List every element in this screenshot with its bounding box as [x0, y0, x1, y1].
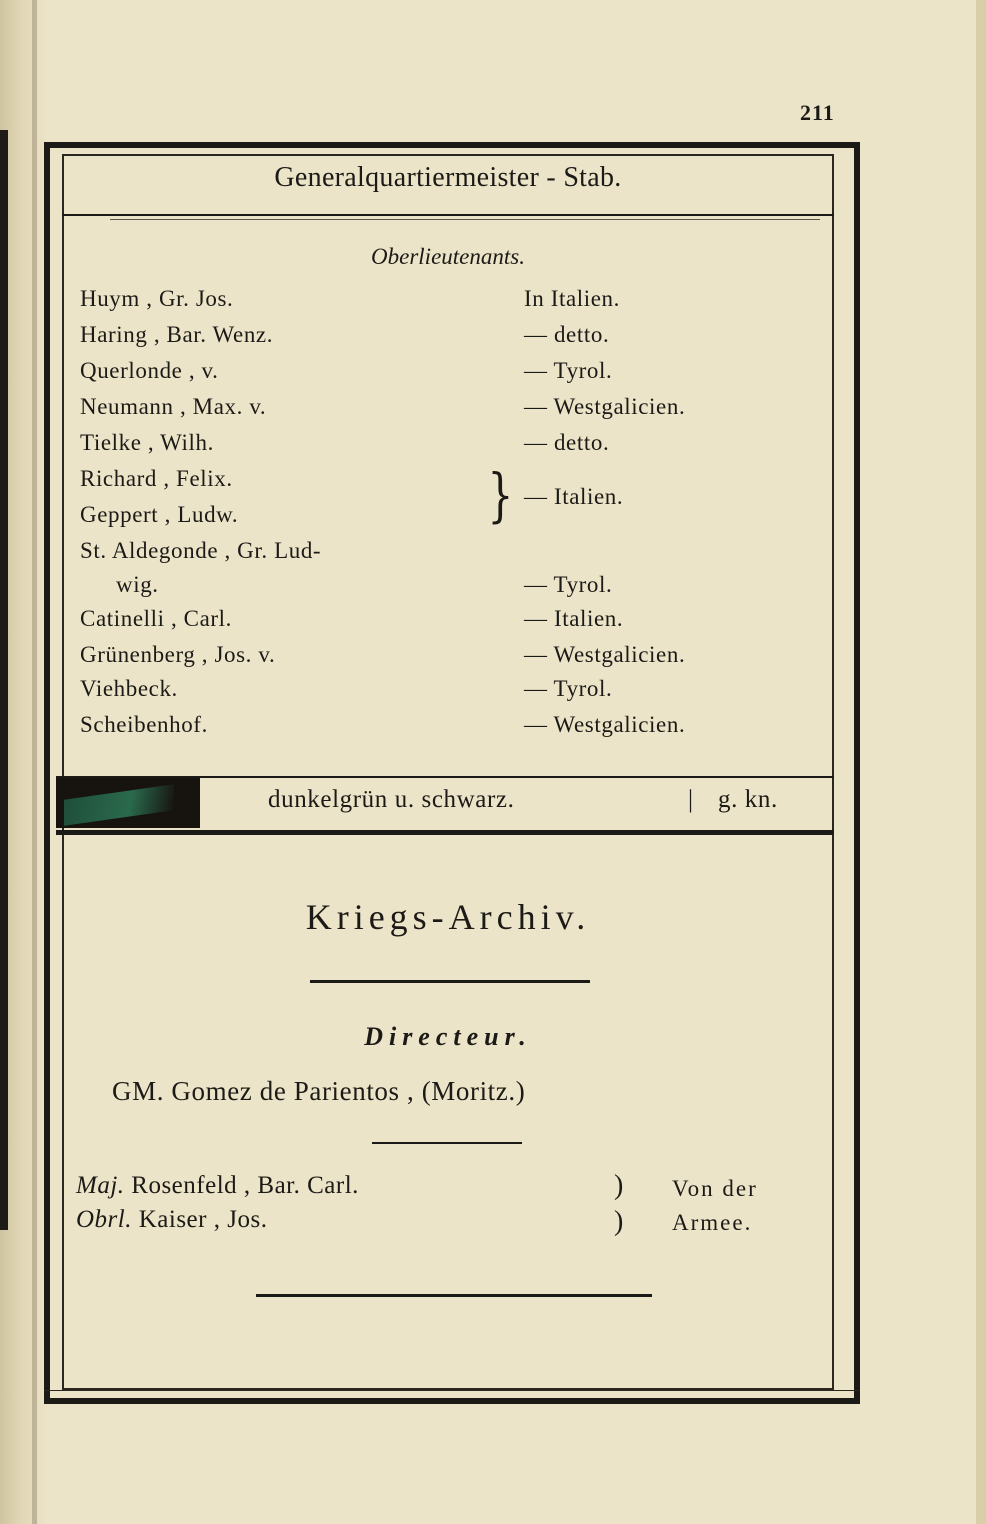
staff-entry — [76, 1206, 267, 1234]
uniform-separator: | — [688, 786, 694, 813]
rank-heading: Oberlieutenants. — [371, 244, 525, 269]
archive-title: Kriegs-Archiv. — [305, 897, 591, 937]
staff-rank: Obrl. — [76, 1206, 132, 1233]
entry-name: Neumann , Max. v. — [80, 394, 267, 419]
entry-place: — detto. — [524, 430, 610, 455]
entry-place: — Tyrol. — [524, 572, 613, 597]
archive-title-rule — [310, 980, 590, 983]
frame-bottom-rule — [44, 1390, 860, 1391]
entry-name: Viehbeck. — [80, 676, 178, 701]
entry-name: St. Aldegonde , Gr. Lud- — [80, 538, 322, 563]
director-heading: Directeur. — [364, 1022, 532, 1051]
staff-name: Kaiser , Jos. — [138, 1206, 268, 1233]
page-number: 211 — [800, 100, 835, 125]
entry-name: Richard , Felix. — [80, 466, 233, 491]
staff-bracket: ) — [614, 1206, 624, 1237]
previous-page-edge — [0, 130, 8, 1230]
page-right-edge — [976, 0, 986, 1524]
entry-name: Tielke , Wilh. — [80, 430, 214, 455]
staff-entry — [76, 1172, 359, 1200]
staff-name: Rosenfeld , Bar. Carl. — [131, 1172, 359, 1199]
entry-name: Scheibenhof. — [80, 712, 208, 737]
entry-place: In Italien. — [524, 286, 621, 311]
uniform-buttons: g. kn. — [718, 786, 778, 813]
staff-note-line: Von der — [672, 1176, 758, 1201]
staff-bracket: ) — [614, 1170, 624, 1201]
director-name: GM. Gomez de Parientos , (Moritz.) — [112, 1076, 526, 1106]
entry-name: Catinelli , Carl. — [80, 606, 233, 631]
entry-place: — Westgalicien. — [524, 394, 686, 419]
section-title-rule-thin — [110, 219, 820, 220]
entry-place: — detto. — [524, 322, 610, 347]
staff-rank: Maj. — [76, 1172, 125, 1199]
entry-name: Querlonde , v. — [80, 358, 219, 383]
uniform-colors: dunkelgrün u. schwarz. — [268, 786, 515, 813]
grouping-brace: } — [487, 461, 514, 529]
entry-place: — Tyrol. — [524, 358, 613, 383]
grouped-entry-place: — Italien. — [524, 484, 624, 509]
director-rule — [372, 1142, 522, 1144]
staff-note-line: Armee. — [672, 1210, 753, 1235]
entry-place: — Westgalicien. — [524, 642, 686, 667]
closing-rule — [256, 1294, 652, 1297]
entry-name: Geppert , Ludw. — [80, 502, 239, 527]
entry-name: Haring , Bar. Wenz. — [80, 322, 274, 347]
binding-crease — [32, 0, 37, 1524]
entry-place: — Tyrol. — [524, 676, 613, 701]
entry-name: Grünenberg , Jos. v. — [80, 642, 276, 667]
entry-place: — Italien. — [524, 606, 624, 631]
entry-name: Huym , Gr. Jos. — [80, 286, 234, 311]
entry-name-continuation: wig. — [116, 572, 159, 597]
section-title-rule — [62, 214, 834, 216]
section-title: Generalquartiermeister - Stab. — [274, 162, 622, 193]
entry-place: — Westgalicien. — [524, 712, 686, 737]
